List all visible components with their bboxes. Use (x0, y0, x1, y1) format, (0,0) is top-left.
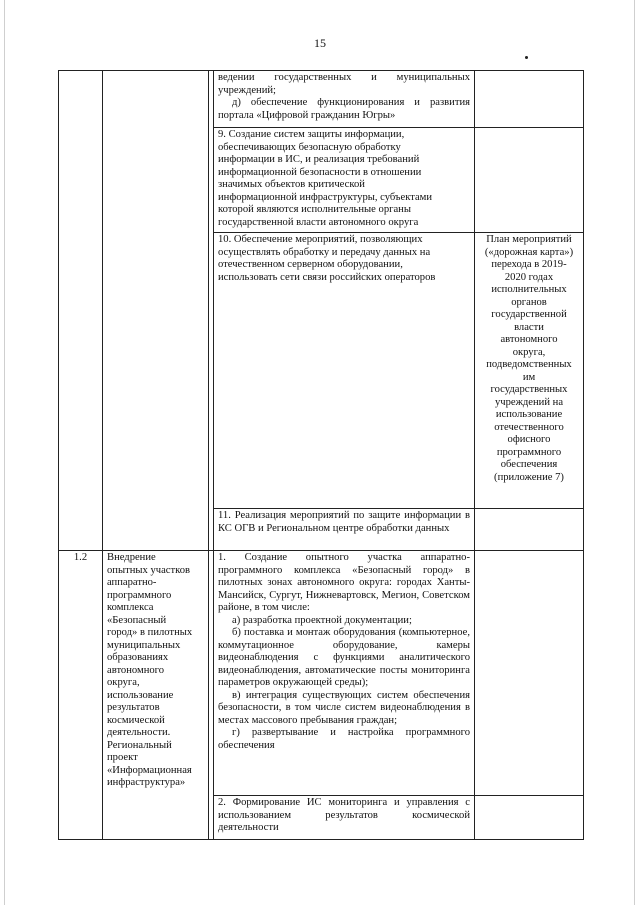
activity-paragraph: 1. Создание опытного участка аппаратно-программного комплекса «Безопасный город» в пилотных зонах автономного округа: городах Ханты-Мансийск, Сургут, Нижневартовск, Мегион, Советском районе, в том числе: (218, 552, 470, 613)
activity-cell: 10. Обеспечение мероприятий, позволяющих осуществлять обработку и передачу данных на отечественном серверном оборудовании, использовать сети связи российских операторов (214, 233, 475, 509)
scan-edge-left (4, 0, 5, 905)
page-number: 15 (314, 36, 326, 50)
table-row (59, 551, 584, 796)
document-cell (475, 509, 584, 551)
activity-paragraph: б) поставка и монтаж оборудования (компьютерное, коммутационное оборудование, камеры видеонаблюдения с функциями аналитического видеонаблюдения, автоматические посты мониторинга параметров окружающей среды); (218, 627, 470, 688)
measure-name-cell (103, 71, 209, 551)
document-cell (475, 71, 584, 128)
document-cell: План мероприятий («дорожная карта») перехода в 2019- 2020 годах исполнительных органов государственной власти автономного округа, подведомственных им государственных учреждений на использование отечественного офисного программного обеспечения (приложение 7) (475, 233, 584, 509)
table-row (59, 71, 584, 128)
activity-cell: 2. Формирование ИС мониторинга и управления с использованием результатов космической деятельности (214, 796, 475, 840)
activity-cell (214, 551, 475, 796)
scan-dot-mark (525, 56, 528, 59)
activity-paragraph: г) развертывание и настройка программного обеспечения (218, 727, 470, 751)
activity-paragraph: д) обеспечение функционирования и развития портала «Цифровой гражданин Югры» (218, 97, 470, 121)
activity-paragraph: в) интеграция существующих систем обеспечения безопасности, в том числе систем видеонаблюдения в местах массового пребывания граждан; (218, 689, 470, 726)
document-cell (475, 128, 584, 233)
activity-cell: 11. Реализация мероприятий по защите информации в КС ОГВ и Региональном центре обработки данных (214, 509, 475, 551)
scan-edge-right (634, 0, 635, 905)
activity-cell (214, 71, 475, 128)
number-cell (59, 71, 103, 551)
number-cell: 1.2 (59, 551, 103, 840)
document-cell (475, 796, 584, 840)
document-cell (475, 551, 584, 796)
activity-paragraph: ведении государственных и муниципальных учреждений; (218, 72, 470, 96)
measure-name-cell: Внедрение опытных участков аппаратно- программного комплекса «Безопасный город» в пилотных муниципальных образованиях автономного округа, использование результатов космической деятельности. Региональный проект «Информационная инфраструктура» (103, 551, 209, 840)
activity-cell: 9. Создание систем защиты информации, обеспечивающих безопасную обработку информации в ИС, и реализация требований информационной безопасности в отношении значимых объектов критической информационной инфраструктуры, субъектами которой являются исполнительные органы государственной власти автономного округа (214, 128, 475, 233)
measures-table (58, 70, 584, 840)
activity-paragraph: а) разработка проектной документации; (232, 614, 412, 626)
